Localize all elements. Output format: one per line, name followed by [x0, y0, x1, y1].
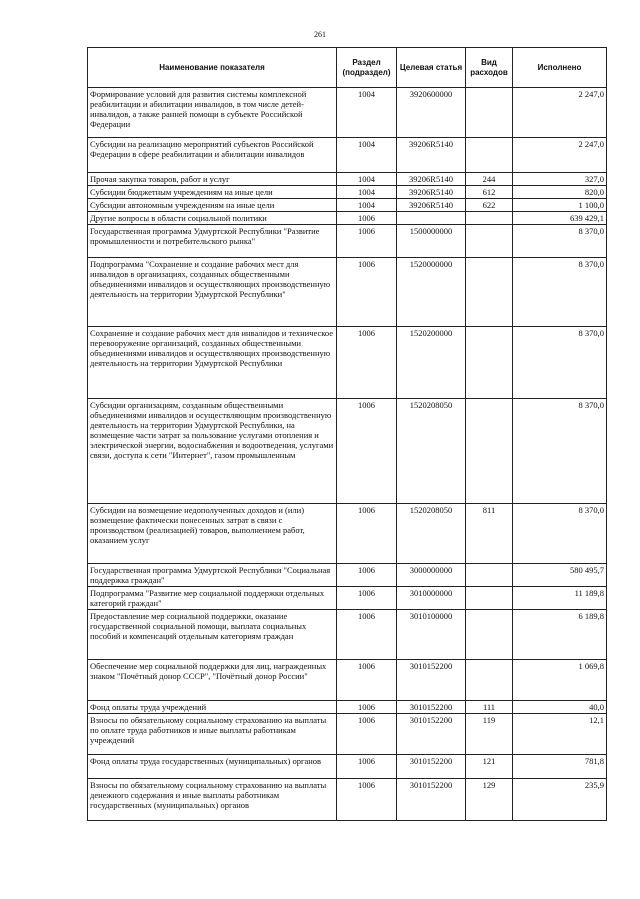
- row-indicator-name: Взносы по обязательному социальному страхованию на выплаты по оплате труда работников и иные выплаты работникам учреждений: [88, 714, 337, 755]
- row-executed-amount: 327,0: [513, 173, 607, 186]
- table-row: [88, 327, 607, 399]
- table-row: [88, 173, 607, 186]
- row-target-article: 1500000000: [397, 225, 466, 258]
- table-row: [88, 504, 607, 564]
- row-expense-type: [466, 587, 513, 610]
- page-number: 261: [314, 30, 326, 39]
- row-section-code: 1006: [337, 779, 397, 821]
- row-indicator-name: Субсидии организациям, созданным общественными объединениями инвалидов и осуществляющим производственную деятельность на территории Удмуртской Республики, на возмещение части затрат за пользование услугами отопления и электрической энергии, водоснабжения и водоотведения, услугами связи, доступа к сети "Интернет", газом промышленным: [88, 399, 337, 504]
- row-target-article: 3010000000: [397, 587, 466, 610]
- row-section-code: 1006: [337, 755, 397, 779]
- table-header: [88, 48, 607, 88]
- row-executed-amount: 11 189,8: [513, 587, 607, 610]
- row-expense-type: [466, 225, 513, 258]
- table-row: [88, 399, 607, 504]
- row-section-code: 1004: [337, 199, 397, 212]
- header-target-article: Целевая статья: [397, 48, 466, 88]
- row-section-code: 1006: [337, 714, 397, 755]
- row-section-code: 1006: [337, 701, 397, 714]
- row-indicator-name: Обеспечение мер социальной поддержки для лиц, награжденных знаком "Почётный донор СССР", "Почётный донор России": [88, 660, 337, 701]
- row-executed-amount: 820,0: [513, 186, 607, 199]
- row-section-code: 1004: [337, 173, 397, 186]
- table-row: [88, 587, 607, 610]
- row-executed-amount: 1 069,8: [513, 660, 607, 701]
- table-row: [88, 199, 607, 212]
- row-executed-amount: 639 429,1: [513, 212, 607, 225]
- row-target-article: 1520200000: [397, 327, 466, 399]
- row-expense-type: [466, 138, 513, 173]
- header-expense-type: Вид расходов: [466, 48, 513, 88]
- row-section-code: 1006: [337, 504, 397, 564]
- row-executed-amount: 8 370,0: [513, 504, 607, 564]
- row-target-article: [397, 212, 466, 225]
- header-section: Раздел (подраздел): [337, 48, 397, 88]
- row-target-article: 39206R5140: [397, 199, 466, 212]
- table-row: [88, 714, 607, 755]
- row-expense-type: [466, 88, 513, 138]
- expenditure-table: [87, 47, 607, 821]
- row-executed-amount: 781,8: [513, 755, 607, 779]
- row-indicator-name: Предоставление мер социальной поддержки, оказание государственной социальной помощи, выплата социальных пособий и компенсаций отдельным категориям граждан: [88, 610, 337, 660]
- row-indicator-name: Субсидии бюджетным учреждениям на иные цели: [88, 186, 337, 199]
- row-expense-type: 244: [466, 173, 513, 186]
- row-indicator-name: Субсидии на реализацию мероприятий субъектов Российской Федерации в сфере реабилитации и абилитации инвалидов: [88, 138, 337, 173]
- table-row: [88, 610, 607, 660]
- row-indicator-name: Государственная программа Удмуртской Республики "Развитие промышленности и потребительского рынка": [88, 225, 337, 258]
- row-target-article: 1520208050: [397, 504, 466, 564]
- row-indicator-name: Подпрограмма "Развитие мер социальной поддержки отдельных категорий граждан": [88, 587, 337, 610]
- row-indicator-name: Сохранение и создание рабочих мест для инвалидов и техническое перевооружение организаций, созданных общественными объединениями инвалидов и осуществляющих производственную деятельность на территории Удмуртской Республики: [88, 327, 337, 399]
- row-indicator-name: Другие вопросы в области социальной политики: [88, 212, 337, 225]
- table-row: [88, 186, 607, 199]
- row-section-code: 1006: [337, 258, 397, 327]
- row-target-article: 3000000000: [397, 564, 466, 587]
- row-executed-amount: 8 370,0: [513, 327, 607, 399]
- row-expense-type: 622: [466, 199, 513, 212]
- row-indicator-name: Фонд оплаты труда учреждений: [88, 701, 337, 714]
- row-executed-amount: 12,1: [513, 714, 607, 755]
- row-target-article: 3010152200: [397, 779, 466, 821]
- row-expense-type: [466, 660, 513, 701]
- row-target-article: 3010152200: [397, 701, 466, 714]
- row-expense-type: 612: [466, 186, 513, 199]
- row-executed-amount: 40,0: [513, 701, 607, 714]
- row-expense-type: 811: [466, 504, 513, 564]
- table-row: [88, 138, 607, 173]
- row-section-code: 1006: [337, 610, 397, 660]
- row-section-code: 1006: [337, 212, 397, 225]
- row-indicator-name: Государственная программа Удмуртской Республики "Социальная поддержка граждан": [88, 564, 337, 587]
- table-row: [88, 755, 607, 779]
- table-row: [88, 701, 607, 714]
- row-target-article: 1520208050: [397, 399, 466, 504]
- row-section-code: 1004: [337, 138, 397, 173]
- row-executed-amount: 2 247,0: [513, 138, 607, 173]
- row-expense-type: [466, 399, 513, 504]
- row-expense-type: [466, 258, 513, 327]
- row-executed-amount: 1 100,0: [513, 199, 607, 212]
- row-indicator-name: Фонд оплаты труда государственных (муниципальных) органов: [88, 755, 337, 779]
- row-executed-amount: 580 495,7: [513, 564, 607, 587]
- row-section-code: 1004: [337, 186, 397, 199]
- table-row: [88, 212, 607, 225]
- row-expense-type: 111: [466, 701, 513, 714]
- row-executed-amount: 8 370,0: [513, 225, 607, 258]
- row-expense-type: [466, 327, 513, 399]
- row-target-article: 1520000000: [397, 258, 466, 327]
- row-section-code: 1006: [337, 564, 397, 587]
- row-target-article: 3010152200: [397, 755, 466, 779]
- row-indicator-name: Формирование условий для развития системы комплексной реабилитации и абилитации инвалидов, в том числе детей-инвалидов, а также ранней помощи в субъекте Российской Федерации: [88, 88, 337, 138]
- row-executed-amount: 6 189,8: [513, 610, 607, 660]
- row-indicator-name: Взносы по обязательному социальному страхованию на выплаты денежного содержания и иные выплаты работникам государственных (муниципальных) органов: [88, 779, 337, 821]
- row-indicator-name: Прочая закупка товаров, работ и услуг: [88, 173, 337, 186]
- row-executed-amount: 8 370,0: [513, 258, 607, 327]
- row-expense-type: [466, 610, 513, 660]
- table-row: [88, 564, 607, 587]
- table-body: [88, 88, 607, 821]
- row-target-article: 3010152200: [397, 714, 466, 755]
- row-indicator-name: Подпрограмма "Сохранение и создание рабочих мест для инвалидов в организациях, созданных общественными объединениями инвалидов и осуществляющих производственную деятельность на территории Удмуртской Республики": [88, 258, 337, 327]
- row-expense-type: [466, 564, 513, 587]
- row-target-article: 39206R5140: [397, 138, 466, 173]
- header-executed: Исполнено: [513, 48, 607, 88]
- row-expense-type: 129: [466, 779, 513, 821]
- table-row: [88, 660, 607, 701]
- row-executed-amount: 235,9: [513, 779, 607, 821]
- row-target-article: 39206R5140: [397, 173, 466, 186]
- row-target-article: 39206R5140: [397, 186, 466, 199]
- table-row: [88, 258, 607, 327]
- row-indicator-name: Субсидии автономным учреждениям на иные цели: [88, 199, 337, 212]
- row-section-code: 1006: [337, 399, 397, 504]
- table-row: [88, 779, 607, 821]
- row-executed-amount: 8 370,0: [513, 399, 607, 504]
- row-expense-type: 119: [466, 714, 513, 755]
- row-target-article: 3010152200: [397, 660, 466, 701]
- header-indicator-name: Наименование показателя: [88, 48, 337, 88]
- row-indicator-name: Субсидии на возмещение недополученных доходов и (или) возмещение фактически понесенных затрат в связи с производством (реализацией) товаров, выполнением работ, оказанием услуг: [88, 504, 337, 564]
- row-executed-amount: 2 247,0: [513, 88, 607, 138]
- row-section-code: 1004: [337, 88, 397, 138]
- table-row: [88, 225, 607, 258]
- row-target-article: 3920600000: [397, 88, 466, 138]
- row-section-code: 1006: [337, 587, 397, 610]
- row-section-code: 1006: [337, 660, 397, 701]
- row-section-code: 1006: [337, 225, 397, 258]
- row-target-article: 3010100000: [397, 610, 466, 660]
- row-section-code: 1006: [337, 327, 397, 399]
- row-expense-type: [466, 212, 513, 225]
- table-row: [88, 88, 607, 138]
- row-expense-type: 121: [466, 755, 513, 779]
